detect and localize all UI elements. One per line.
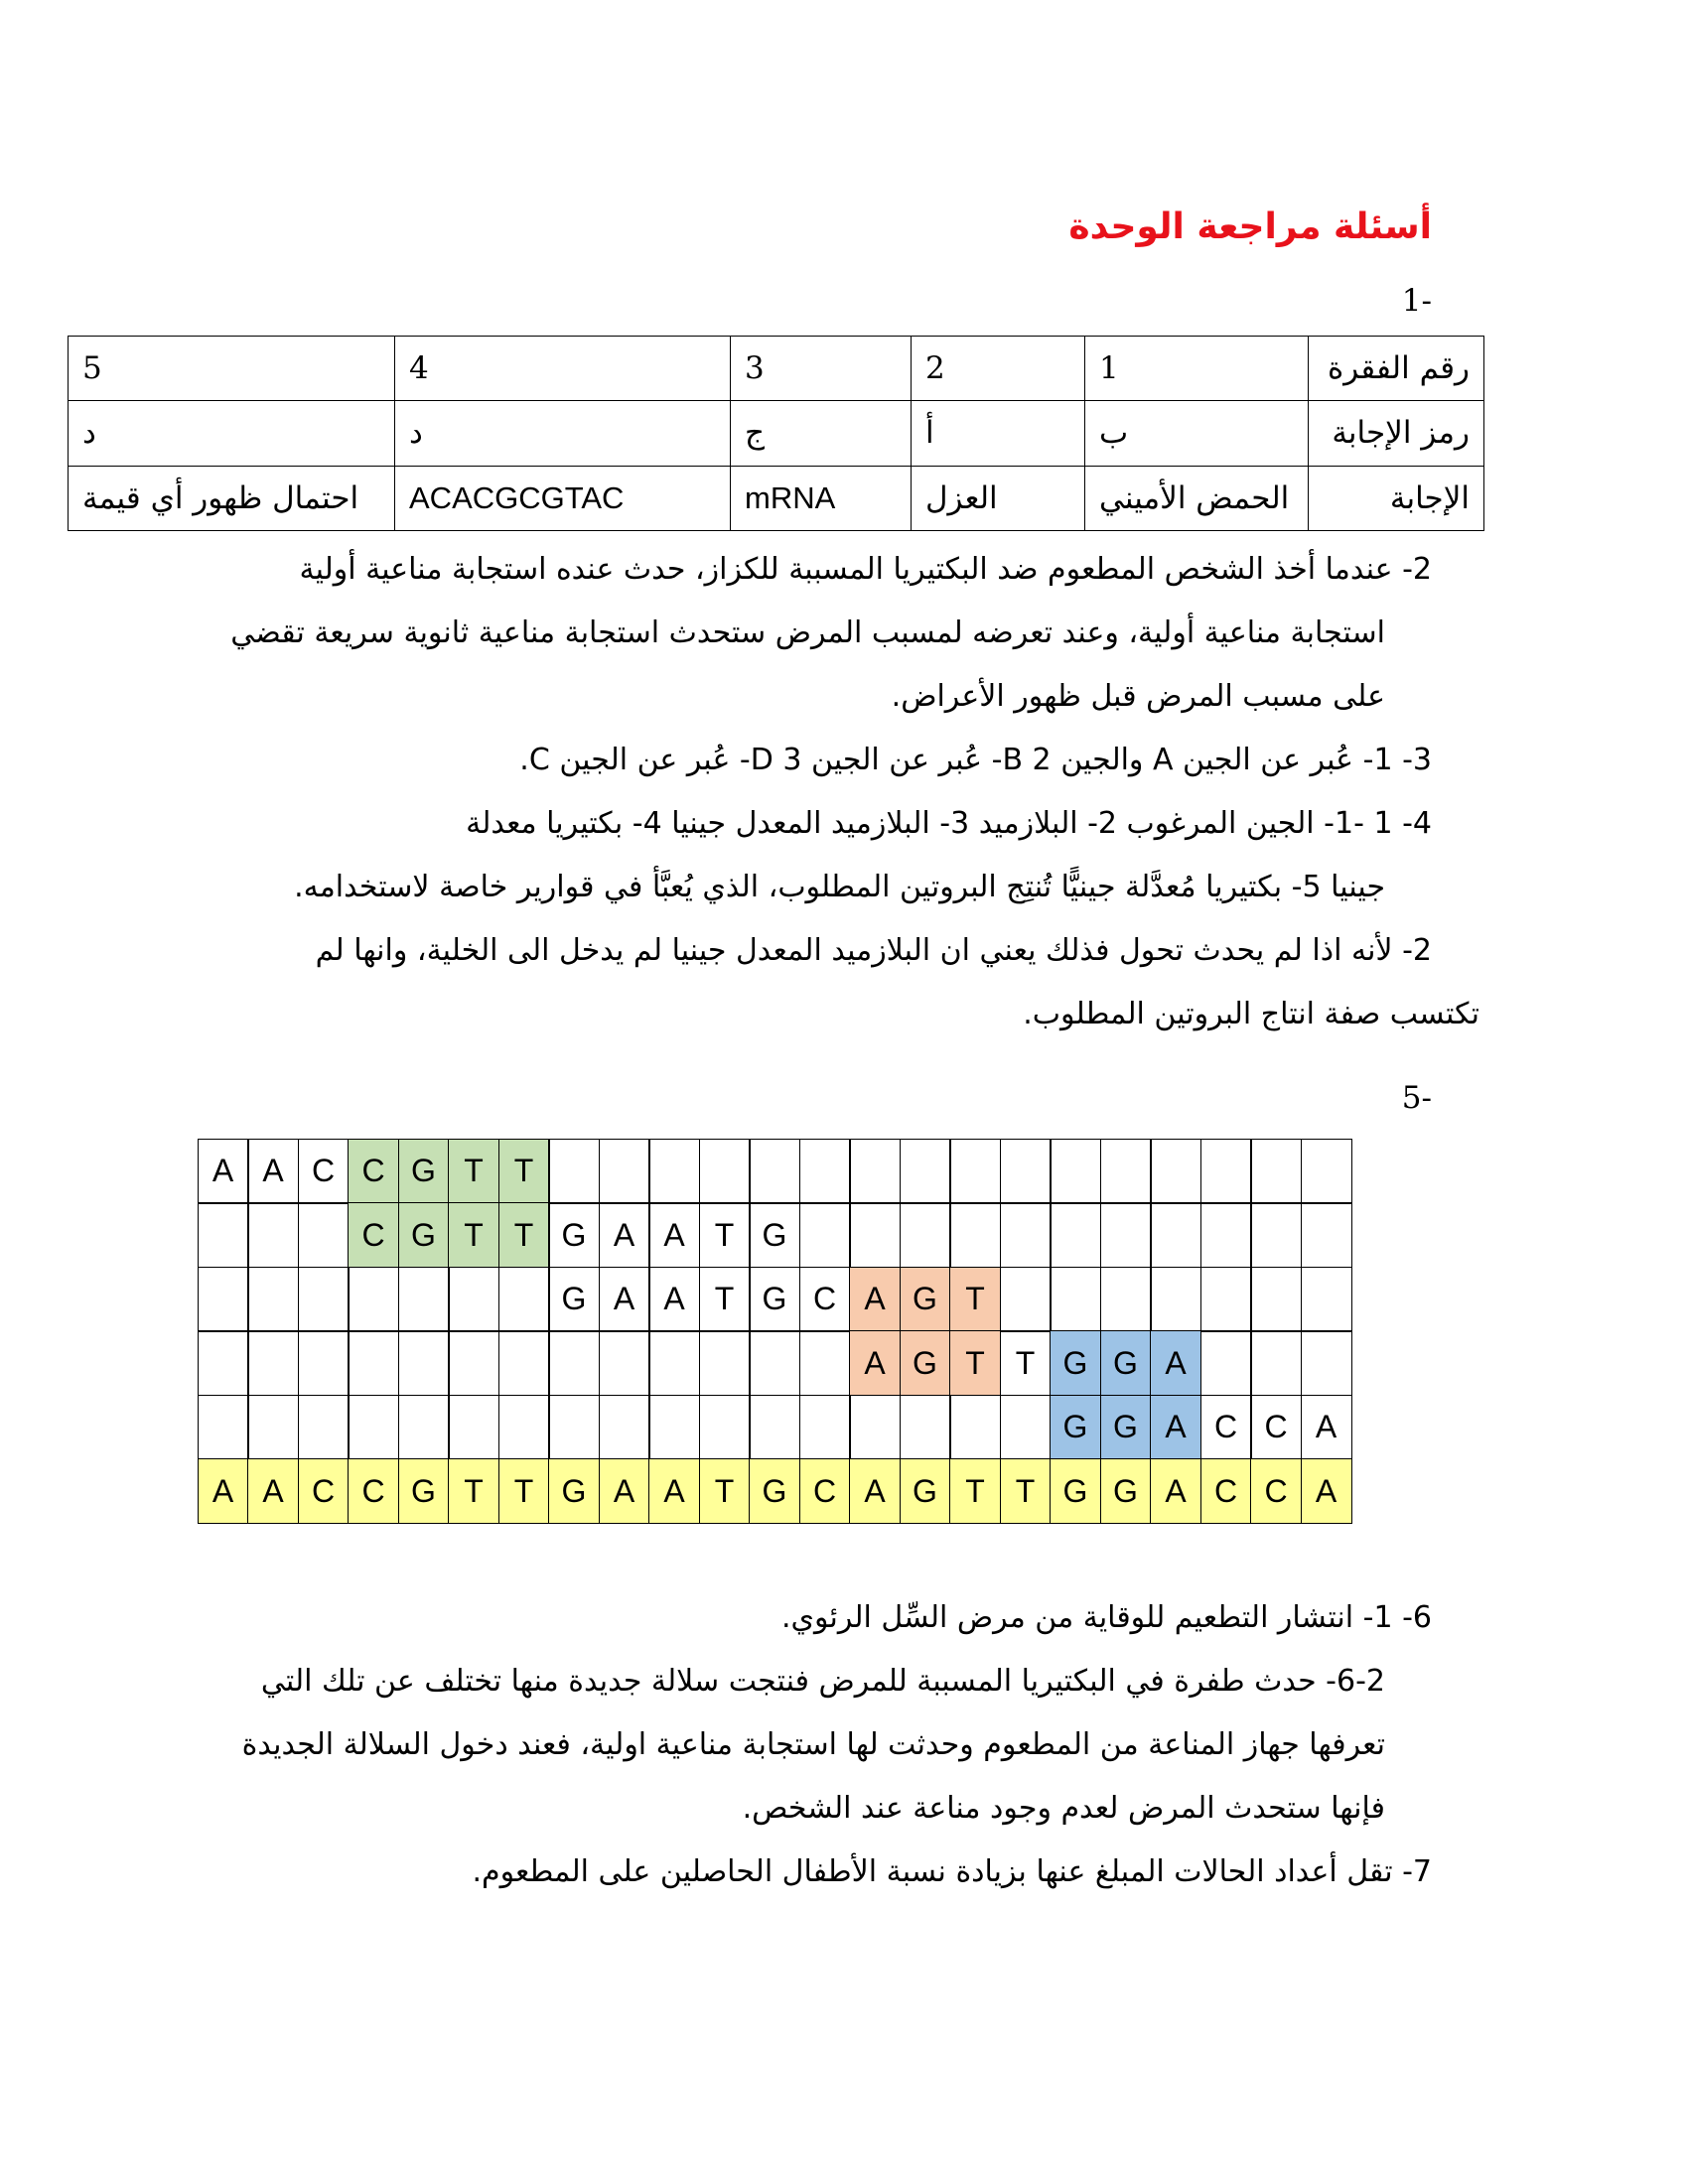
grid-cell bbox=[900, 1139, 951, 1204]
grid-cell: C bbox=[1200, 1458, 1252, 1524]
grid-cell bbox=[648, 1139, 700, 1204]
grid-cell: A bbox=[247, 1139, 299, 1204]
grid-cell: G bbox=[548, 1202, 600, 1268]
grid-cell: G bbox=[398, 1139, 450, 1204]
grid-cell: T bbox=[448, 1202, 499, 1268]
grid-cell bbox=[247, 1330, 299, 1396]
answer-2-line: 2- عندما أخذ الشخص المطعوم ضد البكتيريا المسببة للكزاز، حدث عنده استجابة مناعية أولية bbox=[299, 552, 1432, 587]
grid-cell: G bbox=[900, 1458, 951, 1524]
grid-cell bbox=[1050, 1267, 1101, 1332]
grid-cell: G bbox=[900, 1330, 951, 1396]
grid-cell bbox=[298, 1267, 350, 1332]
grid-cell bbox=[699, 1330, 751, 1396]
grid-cell bbox=[699, 1395, 751, 1460]
table-row bbox=[69, 337, 1484, 401]
grid-cell bbox=[348, 1330, 399, 1396]
grid-cell: G bbox=[1100, 1330, 1152, 1396]
grid-cell bbox=[849, 1202, 901, 1268]
grid-cell bbox=[648, 1330, 700, 1396]
grid-cell bbox=[699, 1139, 751, 1204]
grid-cell: G bbox=[749, 1458, 800, 1524]
grid-cell bbox=[949, 1202, 1001, 1268]
grid-cell: T bbox=[1000, 1458, 1052, 1524]
answer-7-line: 7- تقل أعداد الحالات المبلغ عنها بزيادة نسبة الأطفال الحاصلين على المطعوم. bbox=[472, 1854, 1432, 1889]
answer-4-line: تكتسب صفة انتاج البروتين المطلوب. bbox=[1023, 997, 1479, 1031]
row-label: رمز الإجابة bbox=[1309, 401, 1484, 466]
grid-cell: A bbox=[1301, 1395, 1352, 1460]
grid-cell: A bbox=[849, 1267, 901, 1332]
table-cell: ب bbox=[1085, 401, 1309, 466]
grid-cell bbox=[398, 1267, 450, 1332]
grid-cell bbox=[1000, 1139, 1052, 1204]
table-cell: الحمض الأميني bbox=[1085, 466, 1309, 530]
grid-cell: A bbox=[198, 1139, 249, 1204]
grid-cell: G bbox=[548, 1267, 600, 1332]
grid-cell: G bbox=[1050, 1330, 1101, 1396]
grid-cell bbox=[1200, 1202, 1252, 1268]
grid-cell: T bbox=[498, 1458, 550, 1524]
grid-cell: T bbox=[498, 1139, 550, 1204]
table-cell: 4 bbox=[395, 337, 731, 401]
grid-cell bbox=[949, 1395, 1001, 1460]
table-row bbox=[69, 466, 1484, 530]
answers-table bbox=[68, 336, 1484, 531]
answer-4-line: 4- 1 -1- الجين المرغوب 2- البلازميد 3- البلازميد المعدل جينيا 4- بكتيريا معدلة bbox=[466, 806, 1432, 841]
grid-cell bbox=[448, 1395, 499, 1460]
answer-6-line: 6- 1- انتشار التطعيم للوقاية من مرض السِّل الرئوي. bbox=[780, 1600, 1432, 1635]
grid-cell: G bbox=[1050, 1458, 1101, 1524]
grid-cell: A bbox=[1150, 1458, 1201, 1524]
grid-cell: A bbox=[1150, 1330, 1201, 1396]
grid-cell: T bbox=[448, 1139, 499, 1204]
table-cell: د bbox=[395, 401, 731, 466]
table-cell: د bbox=[69, 401, 395, 466]
answer-4-line: جينيا 5- بكتيريا مُعدَّلة جينيًّا تُنتِج البروتين المطلوب، الذي يُعبَّأ في قوارير خاصة لاستخدامه. bbox=[294, 870, 1385, 904]
grid-cell bbox=[749, 1330, 800, 1396]
grid-cell bbox=[1050, 1139, 1101, 1204]
grid-cell bbox=[1301, 1267, 1352, 1332]
grid-cell: A bbox=[599, 1267, 650, 1332]
grid-cell bbox=[548, 1139, 600, 1204]
grid-cell bbox=[1000, 1202, 1052, 1268]
grid-cell bbox=[900, 1202, 951, 1268]
grid-cell bbox=[198, 1267, 249, 1332]
grid-cell bbox=[198, 1202, 249, 1268]
grid-cell bbox=[247, 1395, 299, 1460]
table-cell: 5 bbox=[69, 337, 395, 401]
grid-cell: T bbox=[949, 1458, 1001, 1524]
table-cell: أ bbox=[912, 401, 1085, 466]
grid-cell: C bbox=[348, 1458, 399, 1524]
grid-cell: C bbox=[1200, 1395, 1252, 1460]
grid-cell bbox=[1100, 1267, 1152, 1332]
answer-6-line: 6-2- حدث طفرة في البكتيريا المسببة للمرض فنتجت سلالة جديدة منها تختلف عن تلك التي bbox=[260, 1664, 1385, 1699]
grid-cell: A bbox=[648, 1267, 700, 1332]
grid-cell bbox=[1301, 1139, 1352, 1204]
grid-cell bbox=[298, 1202, 350, 1268]
grid-cell bbox=[498, 1267, 550, 1332]
grid-cell bbox=[1250, 1202, 1302, 1268]
grid-cell bbox=[1100, 1139, 1152, 1204]
grid-cell: C bbox=[799, 1267, 851, 1332]
grid-cell bbox=[849, 1395, 901, 1460]
grid-cell bbox=[448, 1330, 499, 1396]
grid-cell bbox=[849, 1139, 901, 1204]
grid-cell: C bbox=[298, 1458, 350, 1524]
grid-cell bbox=[1250, 1330, 1302, 1396]
grid-cell bbox=[298, 1330, 350, 1396]
grid-cell: A bbox=[1301, 1458, 1352, 1524]
table-cell: 2 bbox=[912, 337, 1085, 401]
grid-cell bbox=[1000, 1395, 1052, 1460]
grid-cell: C bbox=[1250, 1458, 1302, 1524]
grid-cell: A bbox=[648, 1202, 700, 1268]
grid-cell bbox=[398, 1395, 450, 1460]
grid-cell bbox=[1150, 1202, 1201, 1268]
grid-cell bbox=[799, 1202, 851, 1268]
grid-cell: C bbox=[348, 1202, 399, 1268]
grid-cell: G bbox=[1100, 1395, 1152, 1460]
answer-4-line: 2- لأنه اذا لم يحدث تحول فذلك يعني ان البلازميد المعدل جينيا لم يدخل الى الخلية، وانها لم bbox=[315, 933, 1432, 968]
grid-cell bbox=[749, 1395, 800, 1460]
grid-cell: A bbox=[849, 1330, 901, 1396]
grid-cell bbox=[247, 1202, 299, 1268]
grid-cell: A bbox=[599, 1458, 650, 1524]
answer-3-line: 3- 1- عُبر عن الجين A والجين B 2- عُبر عن الجين D 3- عُبر عن الجين C. bbox=[519, 743, 1432, 777]
grid-cell bbox=[498, 1395, 550, 1460]
grid-cell bbox=[1000, 1267, 1052, 1332]
grid-cell bbox=[1250, 1267, 1302, 1332]
grid-cell: G bbox=[398, 1458, 450, 1524]
grid-cell: T bbox=[448, 1458, 499, 1524]
grid-cell: T bbox=[699, 1458, 751, 1524]
grid-cell bbox=[1150, 1267, 1201, 1332]
grid-cell: T bbox=[949, 1330, 1001, 1396]
grid-cell bbox=[398, 1330, 450, 1396]
row-label: الإجابة bbox=[1309, 466, 1484, 530]
grid-cell bbox=[949, 1139, 1001, 1204]
row-label: رقم الفقرة bbox=[1309, 337, 1484, 401]
grid-cell bbox=[1301, 1330, 1352, 1396]
grid-cell bbox=[599, 1395, 650, 1460]
grid-cell: A bbox=[198, 1458, 249, 1524]
question-1-number: 1- bbox=[1401, 283, 1432, 319]
grid-cell bbox=[298, 1395, 350, 1460]
table-cell: احتمال ظهور أي قيمة bbox=[69, 466, 395, 530]
grid-cell bbox=[799, 1330, 851, 1396]
answer-6-line: فإنها ستحدث المرض لعدم وجود مناعة عند الشخص. bbox=[742, 1791, 1385, 1826]
grid-cell: A bbox=[648, 1458, 700, 1524]
grid-cell bbox=[1050, 1202, 1101, 1268]
grid-cell bbox=[1200, 1330, 1252, 1396]
grid-cell bbox=[1200, 1139, 1252, 1204]
table-cell: 1 bbox=[1085, 337, 1309, 401]
grid-cell bbox=[448, 1267, 499, 1332]
grid-cell: A bbox=[849, 1458, 901, 1524]
grid-cell: G bbox=[1050, 1395, 1101, 1460]
grid-cell bbox=[198, 1330, 249, 1396]
grid-cell bbox=[900, 1395, 951, 1460]
grid-cell bbox=[348, 1395, 399, 1460]
grid-cell: C bbox=[298, 1139, 350, 1204]
grid-cell bbox=[599, 1330, 650, 1396]
grid-cell: G bbox=[1100, 1458, 1152, 1524]
table-cell: mRNA bbox=[731, 466, 912, 530]
grid-cell: T bbox=[699, 1202, 751, 1268]
grid-cell: T bbox=[1000, 1330, 1052, 1396]
table-cell: العزل bbox=[912, 466, 1085, 530]
question-5-number: 5- bbox=[1401, 1080, 1432, 1116]
table-row bbox=[69, 401, 1484, 466]
answer-2-line: استجابة مناعية أولية، وعند تعرضه لمسبب المرض ستحدث استجابة مناعية ثانوية سريعة تقضي bbox=[230, 615, 1385, 650]
grid-cell bbox=[648, 1395, 700, 1460]
grid-cell: G bbox=[900, 1267, 951, 1332]
grid-cell bbox=[247, 1267, 299, 1332]
table-cell: ACACGCGTAC bbox=[395, 466, 731, 530]
grid-cell: G bbox=[398, 1202, 450, 1268]
grid-cell bbox=[1200, 1267, 1252, 1332]
grid-cell bbox=[1100, 1202, 1152, 1268]
grid-cell bbox=[799, 1395, 851, 1460]
grid-cell: G bbox=[548, 1458, 600, 1524]
grid-cell bbox=[1301, 1202, 1352, 1268]
grid-cell bbox=[1150, 1139, 1201, 1204]
grid-cell bbox=[498, 1330, 550, 1396]
grid-cell: T bbox=[699, 1267, 751, 1332]
grid-cell bbox=[799, 1139, 851, 1204]
answer-2-line: على مسبب المرض قبل ظهور الأعراض. bbox=[891, 679, 1385, 714]
grid-cell: T bbox=[498, 1202, 550, 1268]
answer-6-line: تعرفها جهاز المناعة من المطعوم وحدثت لها استجابة مناعية اولية، فعند دخول السلالة الجديدة bbox=[241, 1727, 1385, 1762]
grid-cell: A bbox=[1150, 1395, 1201, 1460]
grid-cell bbox=[749, 1139, 800, 1204]
grid-cell: C bbox=[1250, 1395, 1302, 1460]
table-cell: 3 bbox=[731, 337, 912, 401]
grid-cell: C bbox=[799, 1458, 851, 1524]
grid-cell bbox=[348, 1267, 399, 1332]
grid-cell: A bbox=[599, 1202, 650, 1268]
grid-cell: A bbox=[247, 1458, 299, 1524]
grid-cell bbox=[599, 1139, 650, 1204]
grid-cell bbox=[548, 1330, 600, 1396]
grid-cell: G bbox=[749, 1267, 800, 1332]
grid-cell: G bbox=[749, 1202, 800, 1268]
grid-cell: C bbox=[348, 1139, 399, 1204]
page-title: أسئلة مراجعة الوحدة bbox=[1068, 206, 1432, 247]
grid-cell bbox=[1250, 1139, 1302, 1204]
grid-cell bbox=[198, 1395, 249, 1460]
grid-cell bbox=[548, 1395, 600, 1460]
table-cell: ج bbox=[731, 401, 912, 466]
grid-cell: T bbox=[949, 1267, 1001, 1332]
